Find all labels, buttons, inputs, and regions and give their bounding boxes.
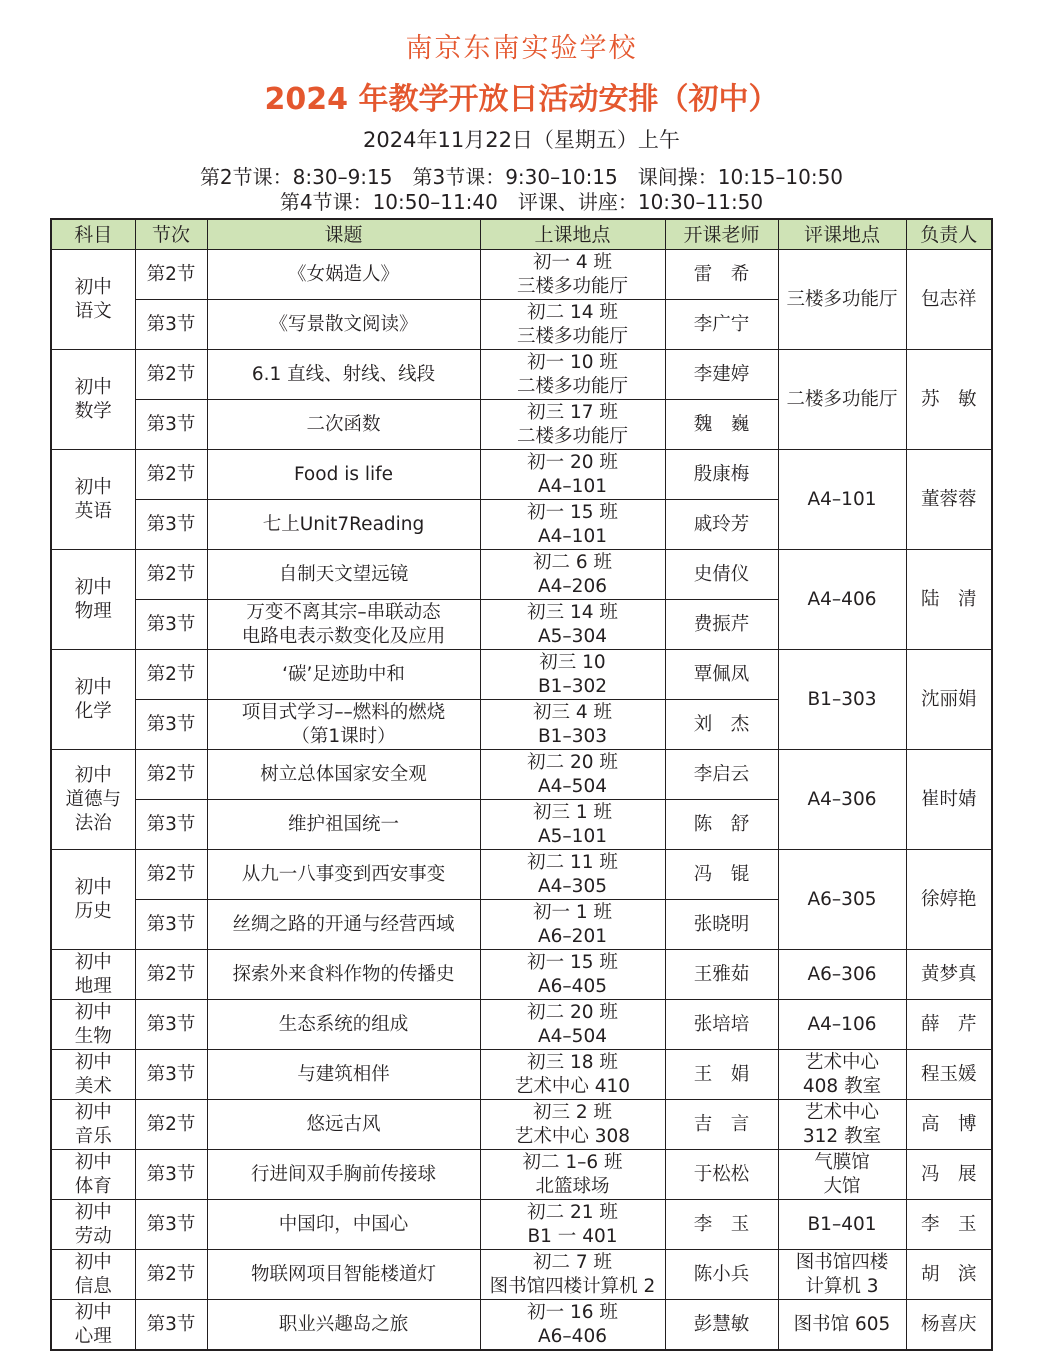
teacher-cell: 于松松	[665, 1150, 778, 1200]
period-cell: 第3节	[135, 1000, 207, 1050]
topic-cell: 中国印，中国心	[207, 1200, 480, 1250]
teacher-cell: 张培培	[665, 1000, 778, 1050]
eval-place-cell: A6–306	[778, 950, 906, 1000]
teacher-cell: 冯 锟	[665, 850, 778, 900]
topic-cell: 项目式学习––燃料的燃烧 （第1课时）	[207, 700, 480, 750]
eval-place-cell: 二楼多功能厅	[778, 350, 906, 450]
period-cell: 第2节	[135, 250, 207, 300]
table-row	[51, 750, 992, 800]
header-owner: 负责人	[906, 219, 992, 250]
topic-cell: 6.1 直线、射线、线段	[207, 350, 480, 400]
owner-cell: 苏 敏	[906, 350, 992, 450]
topic-cell: ‘碳’足迹助中和	[207, 650, 480, 700]
topic-cell: 悠远古风	[207, 1100, 480, 1150]
subject-cell: 初中 物理	[51, 550, 135, 650]
location-cell: 初一 4 班 三楼多功能厅	[480, 250, 665, 300]
location-cell: 初二 21 班 B1 一 401	[480, 1200, 665, 1250]
owner-cell: 薛 芹	[906, 1000, 992, 1050]
owner-cell: 程玉媛	[906, 1050, 992, 1100]
eval-place-cell: A4–101	[778, 450, 906, 550]
subject-cell: 初中 数学	[51, 350, 135, 450]
topic-cell: 丝绸之路的开通与经营西域	[207, 900, 480, 950]
eval-place-cell: A4–406	[778, 550, 906, 650]
period-cell: 第2节	[135, 850, 207, 900]
location-cell: 初三 18 班 艺术中心 410	[480, 1050, 665, 1100]
subject-cell: 初中 心理	[51, 1300, 135, 1351]
table-row	[51, 950, 992, 1000]
teacher-cell: 陈 舒	[665, 800, 778, 850]
location-cell: 初三 4 班 B1–303	[480, 700, 665, 750]
owner-cell: 董蓉蓉	[906, 450, 992, 550]
teacher-cell: 费振芹	[665, 600, 778, 650]
topic-cell: 职业兴趣岛之旅	[207, 1300, 480, 1351]
owner-cell: 黄梦真	[906, 950, 992, 1000]
teacher-cell: 张晓明	[665, 900, 778, 950]
eval-place-cell: 图书馆四楼 计算机 3	[778, 1250, 906, 1300]
eval-place-cell: 三楼多功能厅	[778, 250, 906, 350]
eval-place-cell: B1–303	[778, 650, 906, 750]
topic-cell: 树立总体国家安全观	[207, 750, 480, 800]
topic-cell: 与建筑相伴	[207, 1050, 480, 1100]
owner-cell: 冯 展	[906, 1150, 992, 1200]
location-cell: 初二 7 班 图书馆四楼计算机 2	[480, 1250, 665, 1300]
eval-place-cell: A4–306	[778, 750, 906, 850]
table-header-row	[51, 219, 992, 250]
header-eval-place: 评课地点	[778, 219, 906, 250]
topic-cell: 生态系统的组成	[207, 1000, 480, 1050]
owner-cell: 崔时婧	[906, 750, 992, 850]
table-row	[51, 450, 992, 500]
table-row	[51, 1000, 992, 1050]
teacher-cell: 戚玲芳	[665, 500, 778, 550]
teacher-cell: 殷康梅	[665, 450, 778, 500]
location-cell: 初一 16 班 A6–406	[480, 1300, 665, 1351]
owner-cell: 李 玉	[906, 1200, 992, 1250]
location-cell: 初二 14 班 三楼多功能厅	[480, 300, 665, 350]
location-cell: 初一 20 班 A4–101	[480, 450, 665, 500]
topic-cell: 《女娲造人》	[207, 250, 480, 300]
table-row	[51, 1250, 992, 1300]
owner-cell: 胡 滨	[906, 1250, 992, 1300]
teacher-cell: 吉 言	[665, 1100, 778, 1150]
location-cell: 初一 15 班 A4–101	[480, 500, 665, 550]
table-row	[51, 1050, 992, 1100]
page-title: 2024 年教学开放日活动安排（初中）	[264, 82, 779, 117]
subject-cell: 初中 劳动	[51, 1200, 135, 1250]
location-cell: 初三 2 班 艺术中心 308	[480, 1100, 665, 1150]
period-cell: 第3节	[135, 400, 207, 450]
table-row	[51, 850, 992, 900]
header-topic: 课题	[207, 219, 480, 250]
time-schedule-line-2: 第4节课：10:50–11:40 评课、讲座：10:30–11:50	[279, 190, 764, 214]
schedule-body	[51, 250, 992, 1351]
period-cell: 第2节	[135, 450, 207, 500]
owner-cell: 包志祥	[906, 250, 992, 350]
table-row	[51, 350, 992, 400]
period-cell: 第2节	[135, 750, 207, 800]
period-cell: 第3节	[135, 700, 207, 750]
topic-cell: 自制天文望远镜	[207, 550, 480, 600]
location-cell: 初一 10 班 二楼多功能厅	[480, 350, 665, 400]
topic-cell: 维护祖国统一	[207, 800, 480, 850]
table-row	[51, 550, 992, 600]
period-cell: 第2节	[135, 950, 207, 1000]
teacher-cell: 史倩仪	[665, 550, 778, 600]
topic-cell: 从九一八事变到西安事变	[207, 850, 480, 900]
teacher-cell: 李启云	[665, 750, 778, 800]
teacher-cell: 王雅茹	[665, 950, 778, 1000]
location-cell: 初二 20 班 A4–504	[480, 1000, 665, 1050]
eval-place-cell: A6–305	[778, 850, 906, 950]
header-subject: 科目	[51, 219, 135, 250]
period-cell: 第3节	[135, 900, 207, 950]
period-cell: 第3节	[135, 800, 207, 850]
owner-cell: 徐婷艳	[906, 850, 992, 950]
period-cell: 第2节	[135, 350, 207, 400]
eval-place-cell: 艺术中心 312 教室	[778, 1100, 906, 1150]
location-cell: 初三 10 B1–302	[480, 650, 665, 700]
location-cell: 初二 11 班 A4–305	[480, 850, 665, 900]
teacher-cell: 雷 希	[665, 250, 778, 300]
location-cell: 初一 1 班 A6–201	[480, 900, 665, 950]
subject-cell: 初中 体育	[51, 1150, 135, 1200]
location-cell: 初一 15 班 A6–405	[480, 950, 665, 1000]
period-cell: 第3节	[135, 1300, 207, 1351]
period-cell: 第2节	[135, 650, 207, 700]
subject-cell: 初中 美术	[51, 1050, 135, 1100]
schedule-table	[50, 218, 993, 1351]
table-row	[51, 1150, 992, 1200]
teacher-cell: 魏 巍	[665, 400, 778, 450]
teacher-cell: 李 玉	[665, 1200, 778, 1250]
topic-cell: 物联网项目智能楼道灯	[207, 1250, 480, 1300]
period-cell: 第3节	[135, 600, 207, 650]
topic-cell: 《写景散文阅读》	[207, 300, 480, 350]
owner-cell: 高 博	[906, 1100, 992, 1150]
owner-cell: 杨喜庆	[906, 1300, 992, 1351]
teacher-cell: 王 娟	[665, 1050, 778, 1100]
topic-cell: Food is life	[207, 450, 480, 500]
eval-place-cell: 艺术中心 408 教室	[778, 1050, 906, 1100]
teacher-cell: 李建婷	[665, 350, 778, 400]
period-cell: 第3节	[135, 1050, 207, 1100]
location-cell: 初二 1–6 班 北篮球场	[480, 1150, 665, 1200]
period-cell: 第2节	[135, 550, 207, 600]
teacher-cell: 刘 杰	[665, 700, 778, 750]
owner-cell: 沈丽娟	[906, 650, 992, 750]
table-row	[51, 250, 992, 300]
topic-cell: 探索外来食料作物的传播史	[207, 950, 480, 1000]
topic-cell: 二次函数	[207, 400, 480, 450]
time-schedule-line-1: 第2节课：8:30–9:15 第3节课：9:30–10:15 课间操：10:15–10:50	[199, 165, 844, 189]
header-location: 上课地点	[480, 219, 665, 250]
period-cell: 第2节	[135, 1250, 207, 1300]
table-row	[51, 650, 992, 700]
teacher-cell: 覃佩凤	[665, 650, 778, 700]
table-row	[51, 1200, 992, 1250]
teacher-cell: 彭慧敏	[665, 1300, 778, 1351]
topic-cell: 七上Unit7Reading	[207, 500, 480, 550]
period-cell: 第3节	[135, 1200, 207, 1250]
teacher-cell: 李广宁	[665, 300, 778, 350]
subject-cell: 初中 音乐	[51, 1100, 135, 1150]
table-row	[51, 1300, 992, 1351]
location-cell: 初三 14 班 A5–304	[480, 600, 665, 650]
eval-place-cell: B1–401	[778, 1200, 906, 1250]
teacher-cell: 陈小兵	[665, 1250, 778, 1300]
subject-cell: 初中 语文	[51, 250, 135, 350]
subject-cell: 初中 历史	[51, 850, 135, 950]
owner-cell: 陆 清	[906, 550, 992, 650]
subject-cell: 初中 信息	[51, 1250, 135, 1300]
school-name: 南京东南实验学校	[405, 33, 638, 64]
topic-cell: 万变不离其宗–串联动态 电路电表示数变化及应用	[207, 600, 480, 650]
subject-cell: 初中 生物	[51, 1000, 135, 1050]
location-cell: 初二 20 班 A4–504	[480, 750, 665, 800]
eval-place-cell: A4–106	[778, 1000, 906, 1050]
period-cell: 第3节	[135, 300, 207, 350]
topic-cell: 行进间双手胸前传接球	[207, 1150, 480, 1200]
subject-cell: 初中 道德与 法治	[51, 750, 135, 850]
subject-cell: 初中 化学	[51, 650, 135, 750]
header-period: 节次	[135, 219, 207, 250]
period-cell: 第3节	[135, 500, 207, 550]
date-line: 2024年11月22日（星期五）上午	[363, 128, 680, 152]
location-cell: 初三 17 班 二楼多功能厅	[480, 400, 665, 450]
period-cell: 第2节	[135, 1100, 207, 1150]
location-cell: 初三 1 班 A5–101	[480, 800, 665, 850]
location-cell: 初二 6 班 A4–206	[480, 550, 665, 600]
eval-place-cell: 图书馆 605	[778, 1300, 906, 1351]
eval-place-cell: 气膜馆 大馆	[778, 1150, 906, 1200]
subject-cell: 初中 英语	[51, 450, 135, 550]
subject-cell: 初中 地理	[51, 950, 135, 1000]
period-cell: 第3节	[135, 1150, 207, 1200]
table-row	[51, 1100, 992, 1150]
header-teacher: 开课老师	[665, 219, 778, 250]
